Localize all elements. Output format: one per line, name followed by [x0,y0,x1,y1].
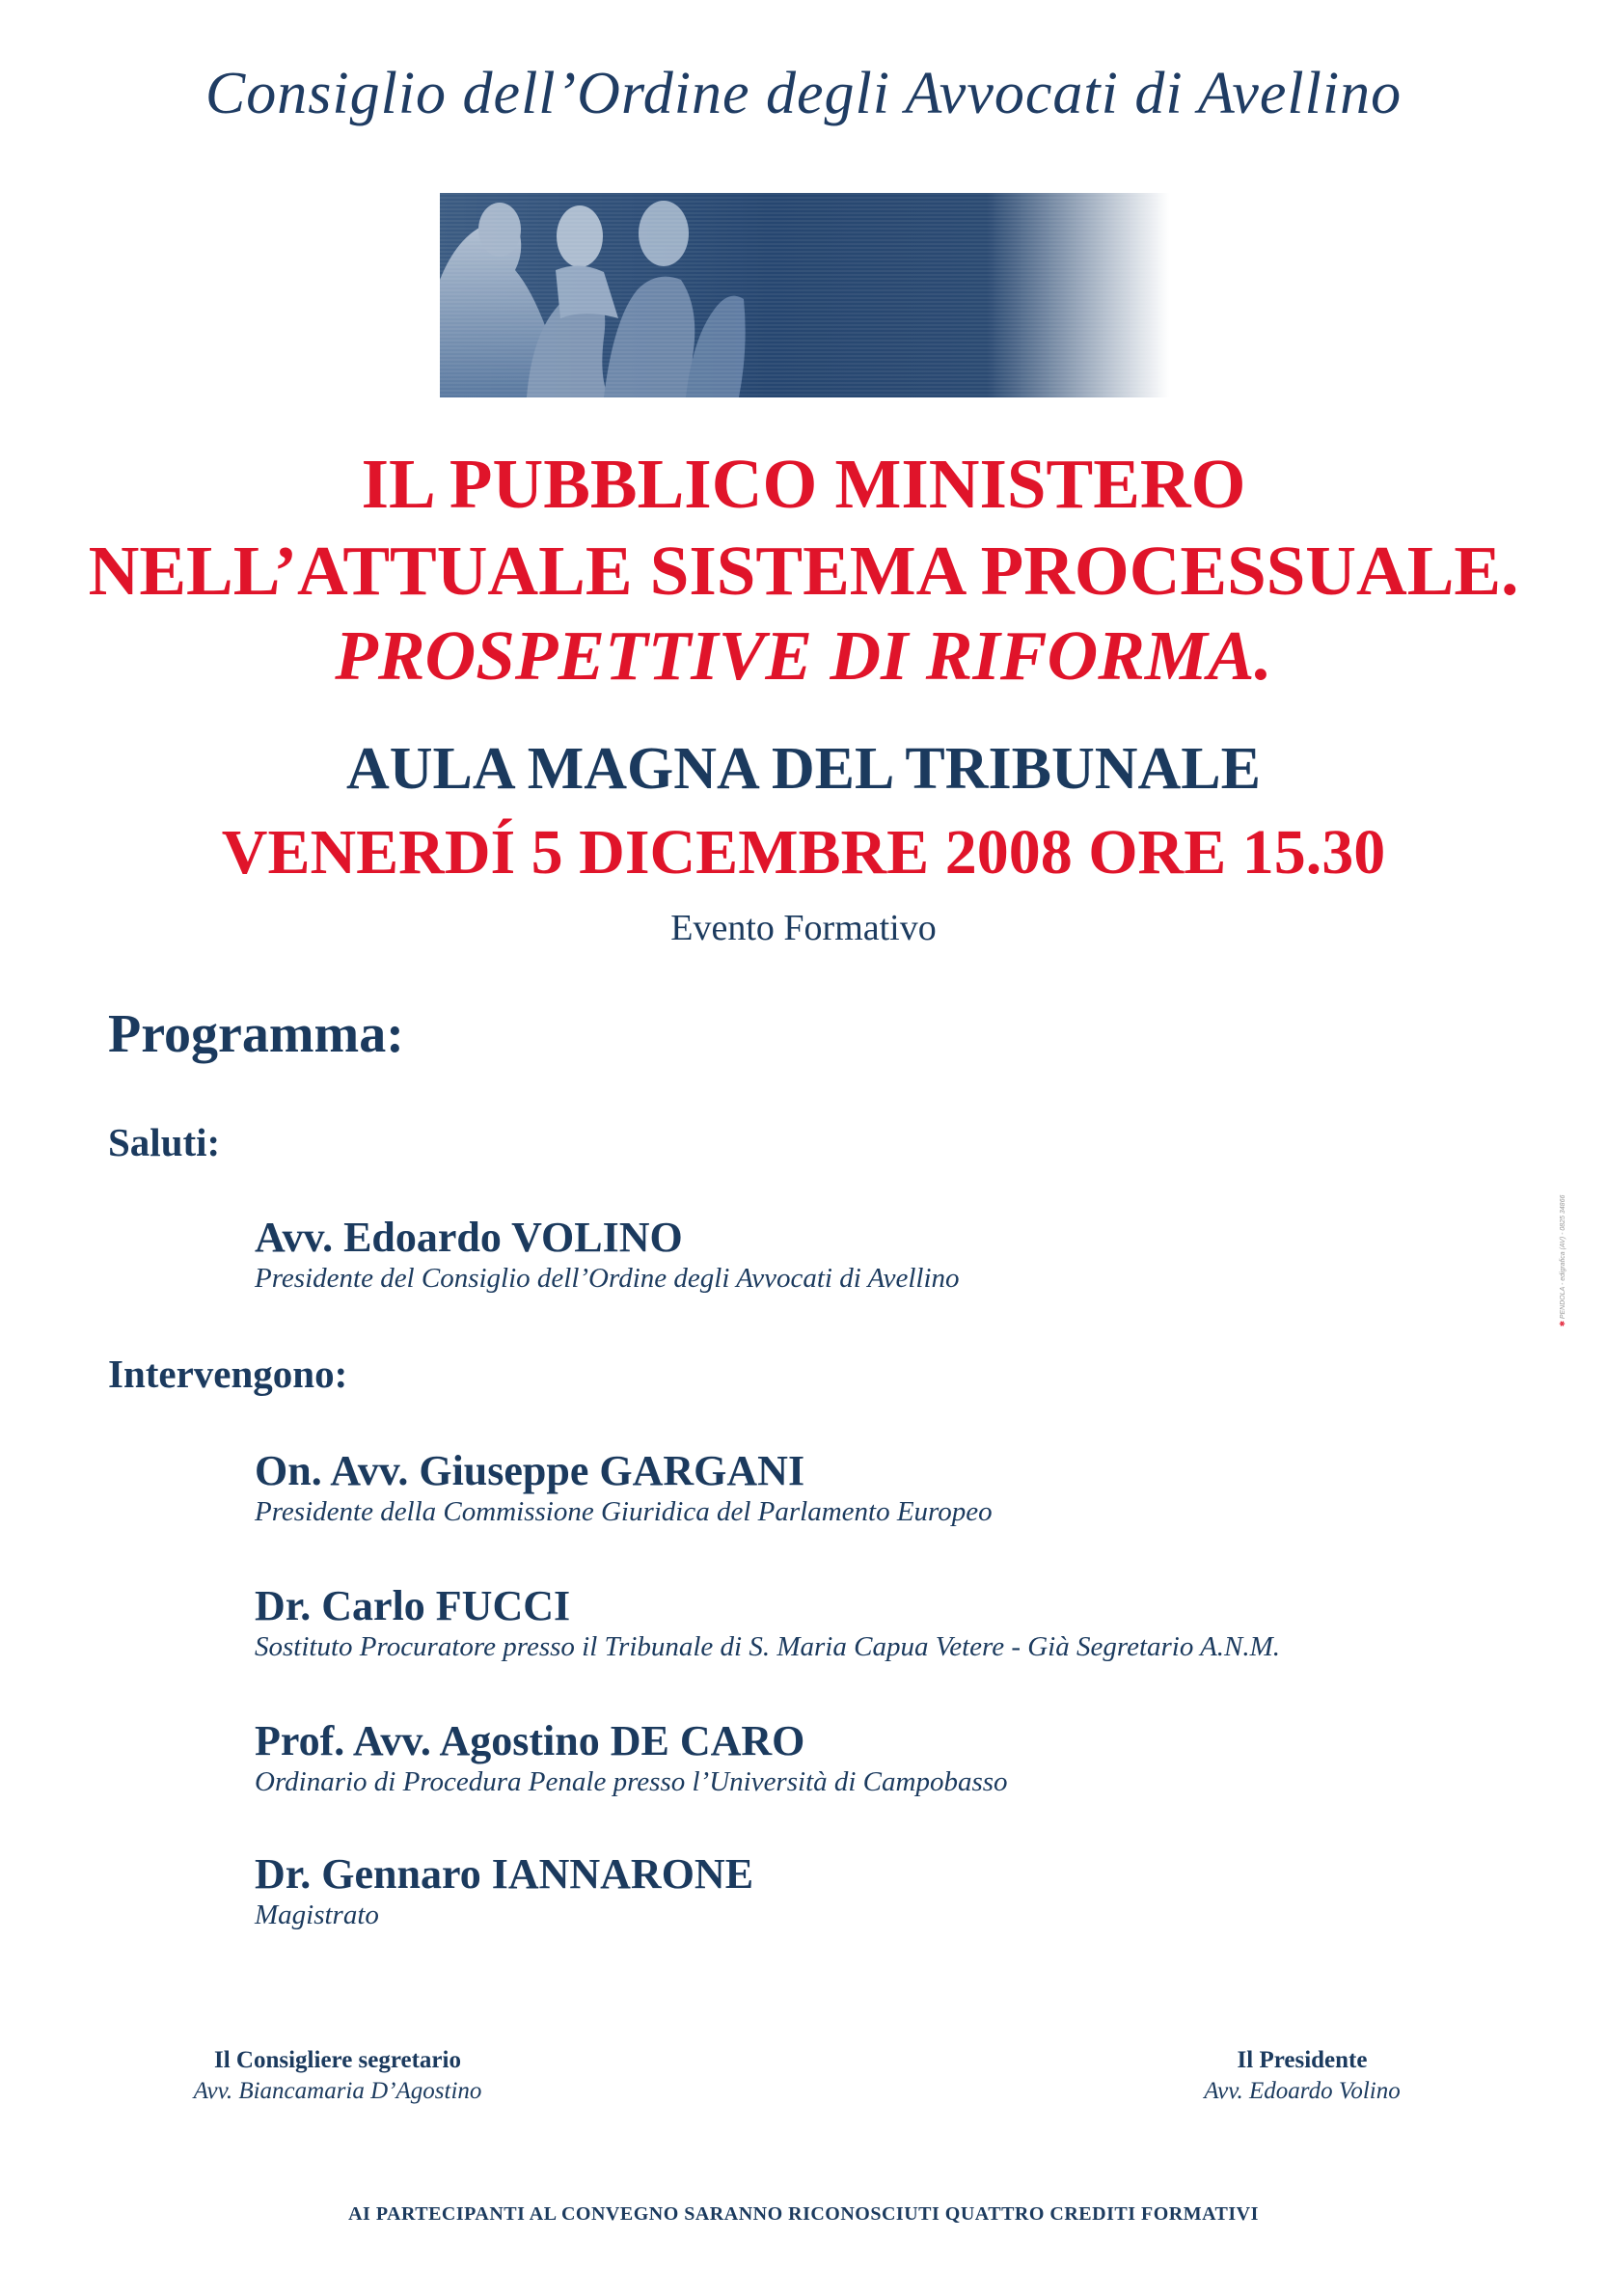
signature-title: Il Presidente [1237,2047,1368,2073]
speaker-role: Ordinario di Procedura Penale presso l’Università di Campobasso [255,1766,1008,1797]
greetings-label: Saluti: [108,1120,221,1164]
speaker-item [255,1447,993,1528]
footer-note: AI PARTECIPANTI AL CONVEGNO SARANNO RICONOSCIUTI QUATTRO CREDITI FORMATIVI [348,2203,1259,2225]
speaker-item [255,1582,1280,1663]
speaker-item [255,1717,1008,1798]
printer-logo-icon: ✻ [1560,1321,1566,1326]
speaker-name: Prof. Avv. Agostino DE CARO [255,1717,805,1764]
printer-mark-text: PENDOLA - edigrafica (AV) - 0825 34866 [1560,1194,1566,1320]
speaker-name: Avv. Edoardo VOLINO [255,1214,683,1261]
signature-secretary [125,2045,550,2107]
printer-mark [1555,1172,1574,1326]
speaker-name: Dr. Gennaro IANNARONE [255,1850,754,1898]
greeting-speaker [255,1214,960,1295]
event-venue: AULA MAGNA DEL TRIBUNALE [346,736,1261,802]
signature-name: Avv. Biancamaria D’Agostino [193,2078,482,2104]
speaker-name: Dr. Carlo FUCCI [255,1582,571,1629]
signature-name: Avv. Edoardo Volino [1204,2078,1401,2104]
speaker-role: Presidente della Commissione Giuridica del Parlamento Europeo [255,1496,993,1527]
signature-title: Il Consigliere segretario [214,2047,461,2073]
header-title: Consiglio dell’Ordine degli Avvocati di Avellino [204,61,1403,126]
banner-image [440,193,1169,397]
speaker-item [255,1850,753,1931]
speaker-role: Presidente del Consiglio dell’Ordine degli Avvocati di Avellino [255,1263,960,1294]
speaker-name: On. Avv. Giuseppe GARGANI [255,1447,805,1494]
event-title-line-1: IL PUBBLICO MINISTERO [361,445,1246,523]
program-heading: Programma: [108,1004,404,1064]
signature-president [1109,2045,1495,2107]
speaker-role: Sostituto Procuratore presso il Tribunale di S. Maria Capua Vetere - Già Segretario A.N.M. [255,1631,1281,1662]
event-type: Evento Formativo [670,908,937,948]
speaker-role: Magistrato [255,1900,379,1930]
event-title-line-2: NELL’ATTUALE SISTEMA PROCESSUALE. [88,532,1519,610]
event-subtitle: PROSPETTIVE DI RIFORMA. [335,616,1272,695]
speakers-label: Intervengono: [108,1352,348,1396]
event-date: VENERDÍ 5 DICEMBRE 2008 ORE 15.30 [221,817,1386,888]
